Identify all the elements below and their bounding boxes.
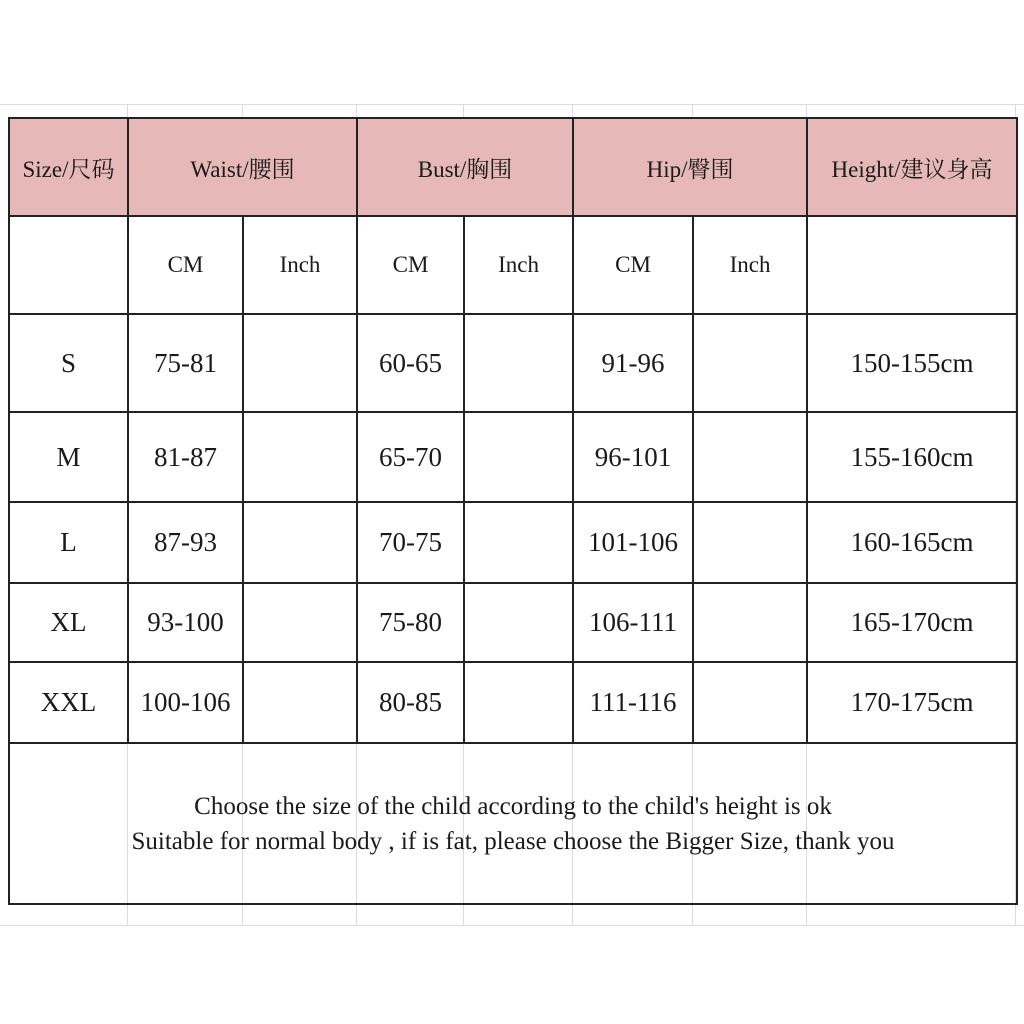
- waist-inch-cell: [243, 662, 357, 743]
- unit-cell-empty: [9, 216, 128, 314]
- waist-inch-cell: [243, 502, 357, 583]
- unit-waist-inch: Inch: [243, 216, 357, 314]
- height-cell: 160-165cm: [807, 502, 1017, 583]
- waist-cm-cell: 81-87: [128, 412, 243, 502]
- bust-cm-cell: 75-80: [357, 583, 464, 662]
- hip-cm-cell: 91-96: [573, 314, 693, 412]
- unit-height-empty: [807, 216, 1017, 314]
- table-row: [9, 314, 1017, 412]
- table-row: [9, 583, 1017, 662]
- bust-inch-cell: [464, 583, 573, 662]
- height-cell: 170-175cm: [807, 662, 1017, 743]
- bust-inch-cell: [464, 314, 573, 412]
- hip-cm-cell: 111-116: [573, 662, 693, 743]
- waist-inch-cell: [243, 583, 357, 662]
- size-cell: S: [9, 314, 128, 412]
- hip-inch-cell: [693, 662, 807, 743]
- bust-inch-cell: [464, 662, 573, 743]
- note-line-1: Choose the size of the child according to the child's height is ok: [194, 792, 832, 820]
- unit-bust-cm: CM: [357, 216, 464, 314]
- height-cell: 165-170cm: [807, 583, 1017, 662]
- header-size: Size/尺码: [9, 118, 128, 216]
- height-cell: 155-160cm: [807, 412, 1017, 502]
- header-hip: Hip/臀围: [573, 118, 807, 216]
- table-row: [9, 662, 1017, 743]
- waist-cm-cell: 100-106: [128, 662, 243, 743]
- size-cell: M: [9, 412, 128, 502]
- size-chart-table: [8, 117, 1018, 905]
- waist-cm-cell: 75-81: [128, 314, 243, 412]
- bust-inch-cell: [464, 502, 573, 583]
- waist-cm-cell: 87-93: [128, 502, 243, 583]
- hip-inch-cell: [693, 314, 807, 412]
- grid-line: [0, 104, 1024, 105]
- waist-cm-cell: 93-100: [128, 583, 243, 662]
- bust-cm-cell: 80-85: [357, 662, 464, 743]
- hip-inch-cell: [693, 583, 807, 662]
- hip-cm-cell: 106-111: [573, 583, 693, 662]
- waist-inch-cell: [243, 412, 357, 502]
- size-cell: L: [9, 502, 128, 583]
- note-cell: [9, 743, 1017, 904]
- unit-hip-inch: Inch: [693, 216, 807, 314]
- unit-hip-cm: CM: [573, 216, 693, 314]
- grid-line: [0, 925, 1024, 926]
- header-row: [9, 118, 1017, 216]
- waist-inch-cell: [243, 314, 357, 412]
- bust-inch-cell: [464, 412, 573, 502]
- height-cell: 150-155cm: [807, 314, 1017, 412]
- header-height: Height/建议身高: [807, 118, 1017, 216]
- hip-cm-cell: 101-106: [573, 502, 693, 583]
- note-line-2: Suitable for normal body , if is fat, please choose the Bigger Size, thank you: [131, 827, 895, 855]
- unit-waist-cm: CM: [128, 216, 243, 314]
- header-waist: Waist/腰围: [128, 118, 357, 216]
- table-row: [9, 412, 1017, 502]
- size-cell: XXL: [9, 662, 128, 743]
- header-bust: Bust/胸围: [357, 118, 573, 216]
- table-row: [9, 502, 1017, 583]
- hip-cm-cell: 96-101: [573, 412, 693, 502]
- hip-inch-cell: [693, 412, 807, 502]
- bust-cm-cell: 65-70: [357, 412, 464, 502]
- unit-bust-inch: Inch: [464, 216, 573, 314]
- unit-row: [9, 216, 1017, 314]
- bust-cm-cell: 60-65: [357, 314, 464, 412]
- hip-inch-cell: [693, 502, 807, 583]
- size-cell: XL: [9, 583, 128, 662]
- note-row: [9, 743, 1017, 904]
- bust-cm-cell: 70-75: [357, 502, 464, 583]
